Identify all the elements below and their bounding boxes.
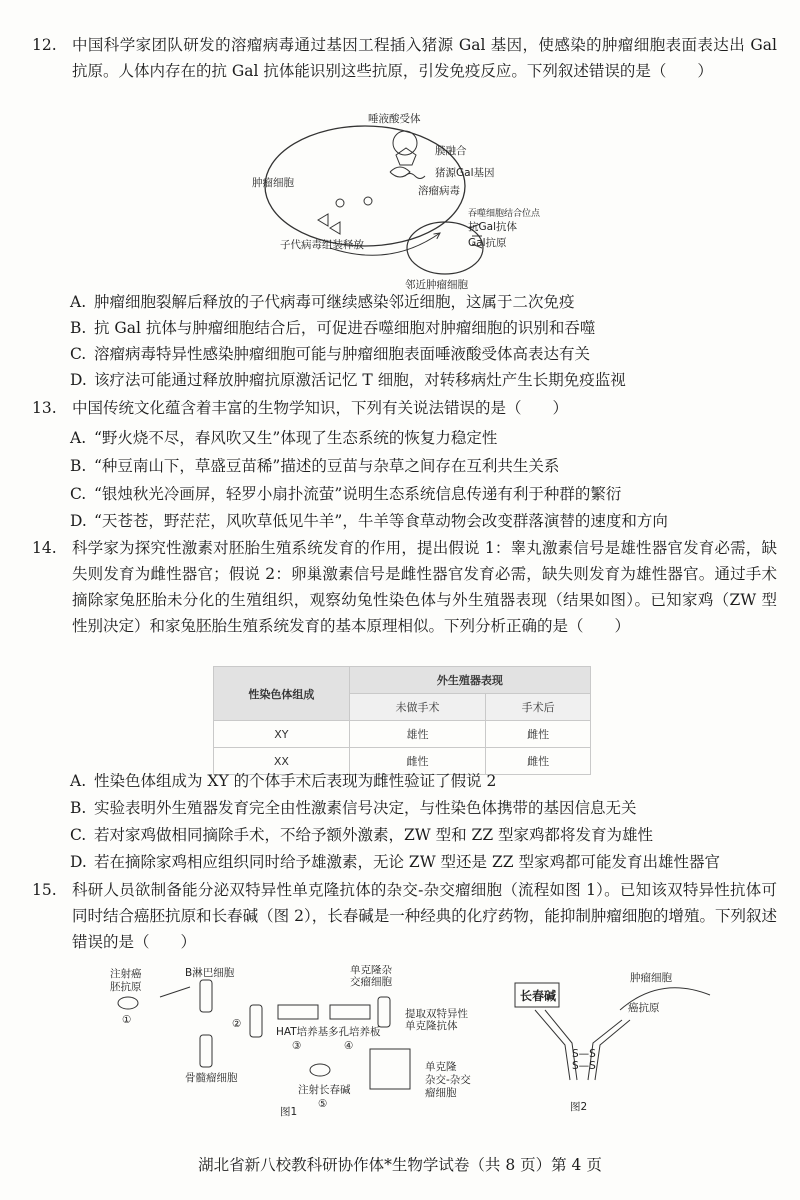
step-3: ③ bbox=[292, 1040, 302, 1052]
tube-icon bbox=[378, 997, 390, 1027]
label-extract: 单克隆抗体 bbox=[405, 1020, 458, 1032]
label-inject5: 注射长春碱 bbox=[298, 1084, 351, 1096]
option-13b: B. “种豆南山下，草盛豆苗稀”描述的豆苗与杂草之间存在互利共生关系 bbox=[70, 457, 560, 475]
option-14c: C. 若对家鸡做相同摘除手术，不给予额外激素，ZW 型和 ZZ 型家鸡都将发育为雄性 bbox=[70, 826, 654, 844]
header-after: 手术后 bbox=[486, 694, 591, 721]
figure-1 bbox=[100, 965, 500, 1120]
virus-icon bbox=[336, 199, 344, 207]
label-gal-gene: 猪源Gal基因 bbox=[435, 167, 495, 179]
label-receptor: 唾液酸受体 bbox=[368, 113, 421, 125]
label-b-cell: B淋巴细胞 bbox=[185, 967, 235, 979]
option-14d: D. 若在摘除家鸡相应组织同时给予雄激素，无论 ZW 型还是 ZZ 型家鸡都可能发育出雄性器官 bbox=[70, 853, 720, 871]
table-row: XY 雄性 雌性 bbox=[214, 721, 591, 748]
question-12 bbox=[32, 32, 777, 84]
nucleus-icon bbox=[390, 167, 410, 177]
option-13d: D. “天苍苍，野茫茫，风吹草低见牛羊”，牛羊等食草动物会改变群落演替的速度和方向 bbox=[70, 512, 668, 530]
option-12b: B. 抗 Gal 抗体与肿瘤细胞结合后，可促进吞噬细胞对肿瘤细胞的识别和吞噬 bbox=[70, 319, 596, 337]
option-13a: A. “野火烧不尽，春风吹又生”体现了生态系统的恢复力稳定性 bbox=[70, 429, 498, 447]
label-release: 子代病毒组装释放 bbox=[280, 239, 364, 251]
mouse-icon bbox=[118, 997, 138, 1009]
question-number: 15. bbox=[32, 881, 57, 899]
label-result: 瘤细胞 bbox=[425, 1087, 457, 1099]
caption-fig2: 图2 bbox=[570, 1101, 588, 1113]
label-mono: 单克隆杂 bbox=[350, 965, 392, 976]
label-inject: 注射癌 bbox=[110, 968, 142, 980]
virus-icon bbox=[318, 214, 328, 226]
mouse-icon bbox=[310, 1064, 330, 1076]
question-stem: 中国科学家团队研发的溶瘤病毒通过基因工程插入猪源 Gal 基因，使感染的肿瘤细胞表面表达出 Gal 抗原。人体内存在的抗 Gal 抗体能识别这些抗原，引发免疫反应。下列叙述错误的是（ ） bbox=[72, 36, 777, 80]
figure-2 bbox=[510, 965, 730, 1120]
gene-icon bbox=[405, 174, 425, 179]
header-before: 未做手术 bbox=[349, 694, 486, 721]
fusion-box bbox=[370, 1049, 410, 1089]
question-number: 13. bbox=[32, 399, 57, 417]
virus-icon bbox=[393, 131, 417, 155]
step-1: ① bbox=[122, 1014, 132, 1026]
label-neighbor: 邻近肿瘤细胞 bbox=[405, 279, 468, 291]
label-ss: S—S bbox=[572, 1060, 596, 1072]
virus-icon bbox=[330, 222, 340, 234]
question-stem: 中国传统文化蕴含着丰富的生物学知识，下列有关说法错误的是（ ） bbox=[72, 399, 569, 417]
option-14b: B. 实验表明外生殖器发育完全由性激素信号决定，与性染色体携带的基因信息无关 bbox=[70, 799, 637, 817]
question-number: 14. bbox=[32, 539, 57, 557]
caption-fig1: 图1 bbox=[280, 1106, 298, 1118]
virus-icon bbox=[396, 148, 416, 165]
step-5: ⑤ bbox=[318, 1098, 328, 1110]
option-14a: A. 性染色体组成为 XY 的个体手术后表现为雌性验证了假说 2 bbox=[70, 772, 497, 790]
tube-icon bbox=[200, 980, 212, 1012]
step-2: ② bbox=[232, 1018, 242, 1030]
label-mono: 交瘤细胞 bbox=[350, 976, 392, 988]
label-fusion: 膜融合 bbox=[435, 145, 467, 157]
label-tumor-cell: 肿瘤细胞 bbox=[252, 177, 294, 189]
question-15 bbox=[32, 877, 777, 955]
option-13c: C. “银烛秋光冷画屏，轻罗小扇扑流萤”说明生态系统信息传递有利于种群的繁衍 bbox=[70, 485, 622, 503]
label-virus: 溶瘤病毒 bbox=[418, 185, 460, 197]
option-12a: A. 肿瘤细胞裂解后释放的子代病毒可继续感染邻近细胞，这属于二次免疫 bbox=[70, 293, 575, 311]
syringe-icon bbox=[160, 987, 190, 997]
label-antigen: Gal抗原 bbox=[468, 237, 507, 249]
tube-icon bbox=[250, 1005, 262, 1037]
label-drug: 长春碱 bbox=[520, 989, 557, 1003]
result-table bbox=[213, 666, 591, 775]
label-tumor: 肿瘤细胞 bbox=[630, 972, 672, 984]
tube-icon bbox=[200, 1035, 212, 1067]
label-hat: HAT培养基 bbox=[276, 1026, 329, 1038]
label-ss: S—S bbox=[572, 1048, 596, 1060]
option-12d: D. 该疗法可能通过释放肿瘤抗原激活记忆 T 细胞，对转移病灶产生长期免疫监视 bbox=[70, 371, 626, 389]
multiwell-plate-icon bbox=[330, 1005, 370, 1019]
question-stem: 科研人员欲制备能分泌双特异性单克隆抗体的杂交-杂交瘤细胞（流程如图 1）。已知该双特异性抗体可同时结合癌胚抗原和长春碱（图 2），长春碱是一种经典的化疗药物，能抑制肿瘤细胞的增殖。下列叙述错误的是（ ） bbox=[72, 881, 777, 951]
header-external: 外生殖器表现 bbox=[349, 667, 590, 694]
label-result: 单克隆 bbox=[425, 1061, 457, 1073]
step-4: ④ bbox=[344, 1040, 354, 1052]
table-row: XX 雌性 雌性 bbox=[214, 748, 591, 775]
question-stem: 科学家为探究性激素对胚胎生殖系统发育的作用，提出假说 1：睾丸激素信号是雄性器官发育必需，缺失则发育为雌性器官；假说 2：卵巢激素信号是雌性器官发育必需，缺失则发育为雄性器官。通过手术摘除家兔胚胎未分化的生殖组织，观察幼兔性染色体与外生殖器表现（结果如图）。已知家鸡（ZW 型性别决定）和家兔胚胎生殖系统发育的基本原理相似。下列分析正确的是（ ） bbox=[72, 539, 777, 635]
question-number: 12. bbox=[32, 36, 57, 54]
virus-icon bbox=[364, 197, 372, 205]
header-sex-chrom: 性染色体组成 bbox=[214, 667, 350, 721]
page-footer: 湖北省新八校教科研协作体*生物学试卷（共 8 页）第 4 页 bbox=[198, 1156, 602, 1174]
label-antibody: 抗Gal抗体 bbox=[468, 221, 517, 233]
label-result: 杂交-杂交 bbox=[425, 1074, 471, 1086]
label-extract: 提取双特异性 bbox=[405, 1008, 468, 1020]
question-14 bbox=[32, 535, 777, 639]
label-phago-site: 吞噬细胞结合位点 bbox=[468, 209, 541, 219]
label-myeloma: 骨髓瘤细胞 bbox=[185, 1072, 238, 1084]
option-12c: C. 溶瘤病毒特异性感染肿瘤细胞可能与肿瘤细胞表面唾液酸受体高表达有关 bbox=[70, 345, 591, 363]
label-inject: 胚抗原 bbox=[110, 981, 142, 993]
figure-q12 bbox=[240, 108, 580, 293]
hat-plate-icon bbox=[278, 1005, 318, 1019]
label-plate: 多孔培养板 bbox=[328, 1026, 381, 1038]
question-13 bbox=[32, 395, 777, 421]
label-antigen: 癌抗原 bbox=[628, 1002, 660, 1014]
